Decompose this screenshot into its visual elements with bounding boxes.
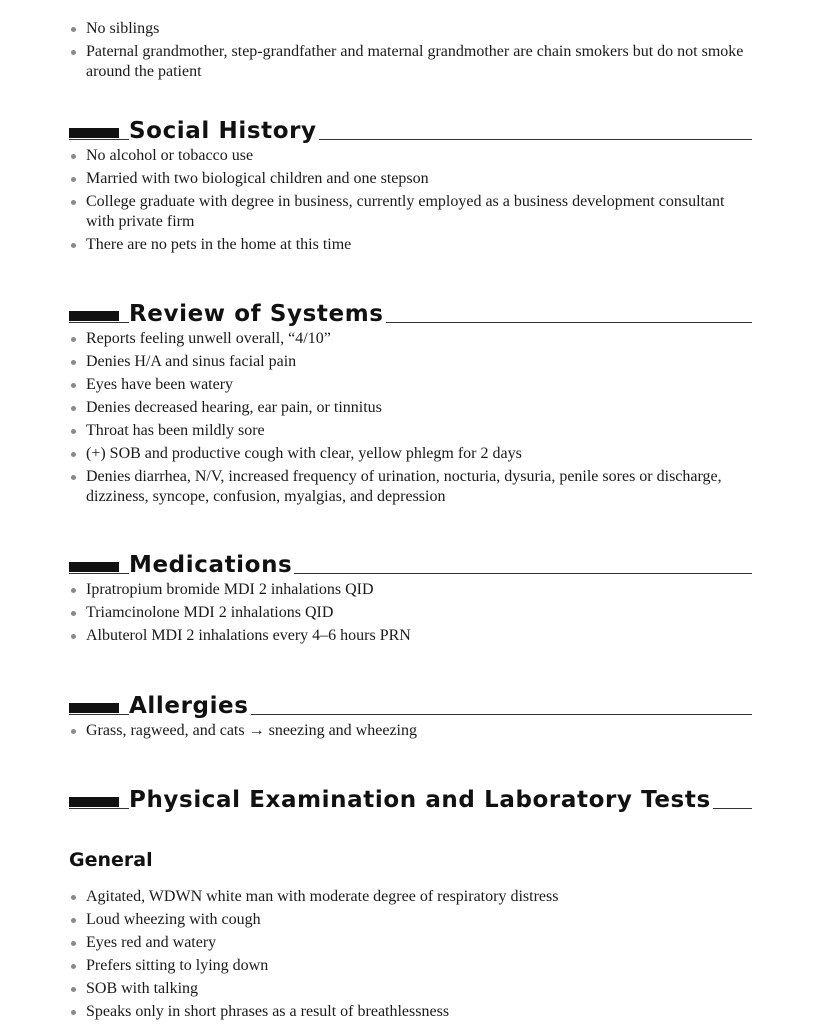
subsection-title: General	[69, 849, 153, 871]
list-item: Reports feeling unwell overall, “4/10”	[69, 329, 752, 349]
section-heading	[69, 682, 752, 719]
heading-bar	[69, 128, 119, 138]
list-item: Prefers sitting to lying down	[69, 956, 752, 976]
section-title: Medications	[129, 552, 293, 578]
heading-bar	[69, 311, 119, 321]
list-item: Albuterol MDI 2 inhalations every 4–6 hours PRN	[69, 626, 752, 646]
section-title: Social History	[129, 118, 317, 144]
heading-bar	[69, 562, 119, 572]
list-item: Speaks only in short phrases as a result of breathlessness	[69, 1002, 752, 1022]
list-item: No alcohol or tobacco use	[69, 146, 752, 166]
heading-bar	[69, 797, 119, 807]
general-subsection	[69, 848, 752, 1025]
section-heading	[69, 776, 752, 813]
section-heading	[69, 541, 752, 578]
list-item: Throat has been mildly sore	[69, 421, 752, 441]
section-heading	[69, 290, 752, 327]
list-item: (+) SOB and productive cough with clear, yellow phlegm for 2 days	[69, 444, 752, 464]
list-item: There are no pets in the home at this time	[69, 235, 752, 255]
list-item: Agitated, WDWN white man with moderate degree of respiratory distress	[69, 887, 752, 907]
list-item: Ipratropium bromide MDI 2 inhalations QID	[69, 580, 752, 600]
list-item: Triamcinolone MDI 2 inhalations QID	[69, 603, 752, 623]
list-item: Loud wheezing with cough	[69, 910, 752, 930]
review-of-systems-section	[69, 290, 752, 510]
list-item: Eyes red and watery	[69, 933, 752, 953]
list-item: College graduate with degree in business, currently employed as a business development consultant with private firm	[69, 192, 752, 232]
section-title: Allergies	[129, 693, 249, 719]
social-history-section	[69, 107, 752, 258]
list-item: Denies diarrhea, N/V, increased frequency of urination, nocturia, dysuria, penile sores or discharge, dizziness, syncope, confusion, myalgias, and depression	[69, 467, 752, 507]
section-title: Review of Systems	[129, 301, 384, 327]
medications-section	[69, 541, 752, 649]
list-item: Married with two biological children and one stepson	[69, 169, 752, 189]
list-item: Paternal grandmother, step-grandfather and maternal grandmother are chain smokers but do not smoke around the patient	[69, 42, 752, 82]
heading-bar	[69, 703, 119, 713]
family-history-list	[69, 19, 752, 85]
list-item: Denies decreased hearing, ear pain, or tinnitus	[69, 398, 752, 418]
list-item: Eyes have been watery	[69, 375, 752, 395]
list-item: Denies H/A and sinus facial pain	[69, 352, 752, 372]
list-item: Grass, ragweed, and cats → sneezing and wheezing	[69, 721, 752, 741]
section-heading	[69, 107, 752, 144]
physical-exam-section	[69, 776, 752, 815]
list-item: SOB with talking	[69, 979, 752, 999]
allergies-section	[69, 682, 752, 744]
list-item: No siblings	[69, 19, 752, 39]
section-title: Physical Examination and Laboratory Tests	[129, 787, 711, 813]
